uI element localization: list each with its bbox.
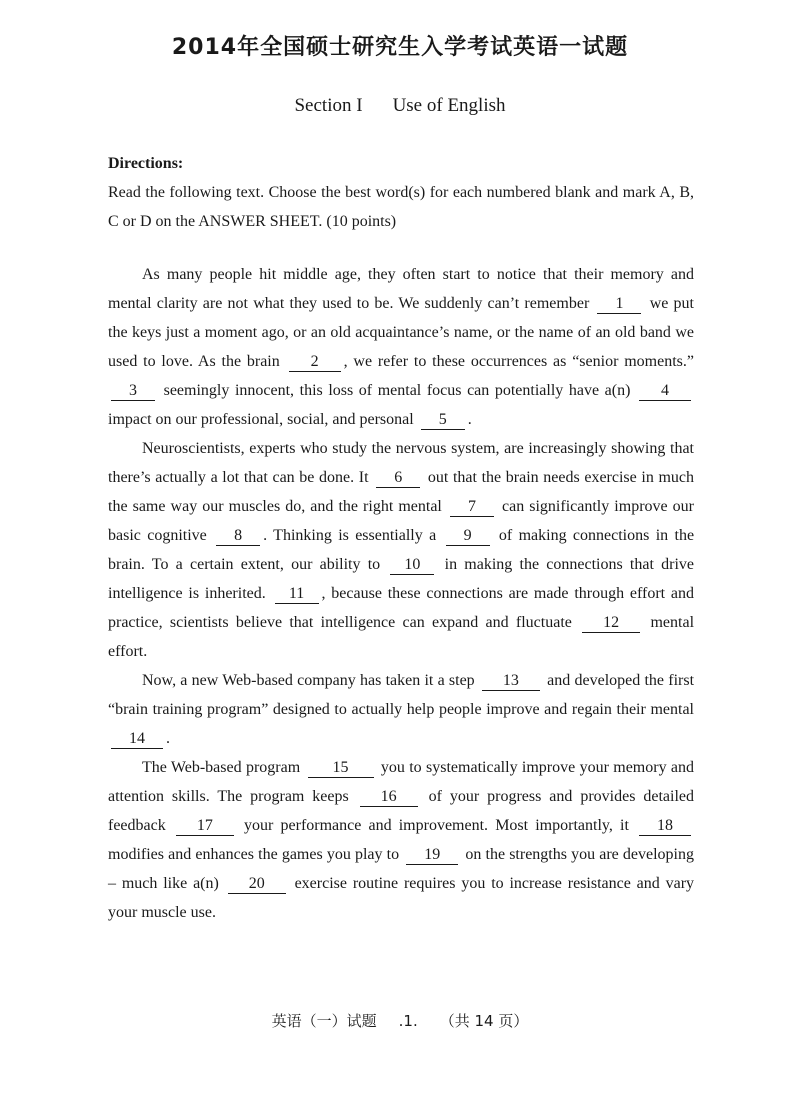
directions-heading: Directions: (108, 155, 184, 172)
blank-14: 14 (111, 730, 163, 749)
text-segment: of making connections in the brain. To a certain extent, our ability to (108, 527, 695, 573)
blank-7: 7 (450, 498, 494, 517)
text-segment: on the strengths you are developing – much like a(n) (108, 846, 695, 892)
blank-11: 11 (275, 585, 319, 604)
section-name: Use of English (392, 95, 506, 116)
text-segment: impact on our professional, social, and personal (108, 411, 414, 428)
blank-12: 12 (582, 614, 640, 633)
text-segment: . (166, 730, 170, 747)
paragraph-3 (108, 666, 694, 753)
blank-2: 2 (289, 353, 341, 372)
text-segment: you to systematically improve your memory and attention skills. The program keeps (108, 759, 695, 805)
text-segment: can significantly improve our basic cognitive (108, 498, 695, 544)
text-segment: exercise routine requires you to increase resistance and vary your muscle use. (108, 875, 695, 921)
blank-9: 9 (446, 527, 490, 546)
section-heading (0, 95, 800, 117)
page-footer (0, 1010, 800, 1031)
text-segment: out that the brain needs exercise in much the same way our muscles do, and the right mental (108, 469, 695, 515)
blank-15: 15 (308, 759, 374, 778)
text-segment: As many people hit middle age, they often start to notice that their memory and mental clarity are not what they used to be. We suddenly can’t remember (108, 266, 694, 312)
page-number: .1. (398, 1012, 418, 1030)
text-segment: seemingly innocent, this loss of mental focus can potentially have a(n) (163, 382, 631, 399)
blank-1: 1 (597, 295, 641, 314)
text-segment: and developed the first “brain training program” designed to actually help people improve and regain their mental (108, 672, 695, 718)
page-title: 2014年全国硕士研究生入学考试英语一试题 (171, 35, 629, 60)
blank-18: 18 (639, 817, 691, 836)
paragraph-4 (108, 753, 694, 927)
blank-20: 20 (228, 875, 286, 894)
text-segment: Now, a new Web-based company has taken it a step (142, 672, 475, 689)
blank-3: 3 (111, 382, 155, 401)
blank-10: 10 (390, 556, 434, 575)
passage (108, 260, 694, 927)
footer-label: 英语（一）试题 (271, 1012, 377, 1030)
blank-4: 4 (639, 382, 691, 401)
text-segment: , we refer to these occurrences as “senior moments.” (343, 353, 695, 370)
blank-6: 6 (376, 469, 420, 488)
blank-13: 13 (482, 672, 540, 691)
text-segment: your performance and improvement. Most importantly, it (244, 817, 629, 834)
text-segment: we put the keys just a moment ago, or an old acquaintance’s name, or the name of an old band we used to love. As the brain (108, 295, 694, 370)
directions-text: Read the following text. Choose the best word(s) for each numbered blank and mark A, B, C or D on the ANSWER SHEET. (10 points) (108, 184, 694, 230)
blank-19: 19 (406, 846, 458, 865)
paragraph-2 (108, 434, 694, 666)
blank-17: 17 (176, 817, 234, 836)
text-segment: . (467, 411, 472, 428)
text-segment: mental effort. (108, 614, 695, 660)
text-segment: of your progress and provides detailed feedback (108, 788, 694, 834)
text-segment: Neuroscientists, experts who study the nervous system, are increasingly showing that there’s actually a lot that can be done. It (108, 440, 694, 486)
blank-16: 16 (360, 788, 418, 807)
page-total: （共 14 页） (439, 1012, 529, 1030)
text-segment: The Web-based program (142, 759, 301, 776)
text-segment: in making the connections that drive intelligence is inherited. (108, 556, 695, 602)
blank-8: 8 (216, 527, 260, 546)
text-segment: modifies and enhances the games you play to (108, 846, 400, 863)
section-number: Section I (294, 95, 363, 116)
text-segment: , because these connections are made through effort and practice, scientists believe that intelligence can expand and fluctuate (108, 585, 694, 631)
paragraph-1 (108, 260, 694, 434)
blank-5: 5 (421, 411, 465, 430)
text-segment: . Thinking is essentially a (263, 527, 437, 544)
directions-block (108, 149, 694, 236)
